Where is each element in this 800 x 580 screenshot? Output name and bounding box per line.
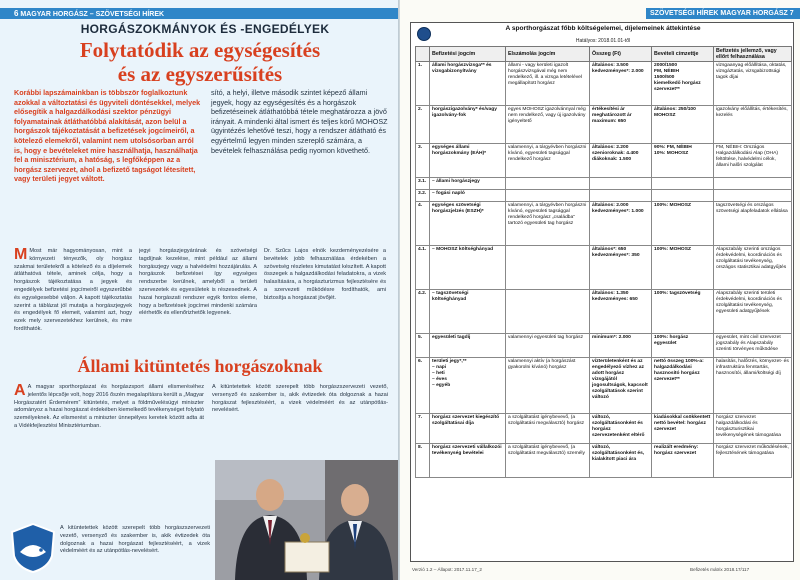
table-cell: FM, NÉBIH: Országos Halgazdálkodási Alap (OHA) feltöltése, halvédelmi célok, állami halőri szolgálat [714,144,792,178]
table-cell: 100%: horgász egyesület [652,334,714,358]
col-header: Elszámolás jogcím [506,47,590,62]
table-row [416,290,792,334]
page-number-right: MAGYAR HORGÁSZ 7 [720,10,794,17]
header-band-right [646,8,800,19]
table-cell: értékesítési ár meghatározott ár maximum: 650 [590,106,652,144]
table-cell: valamennyi, a tárgyévben horgászni kívánó, egyesületi tagsággal rendelkező horgász „családba” tartozó egyesületi tag horgász [506,202,590,246]
table-cell: horgász szervezet kiegészítő szolgáltatásai díja [430,414,506,444]
table-cell [506,290,590,334]
dropcap: M [14,248,28,263]
table-cell: tagszövetségi és országos szövetségi alapfeladatok ellátása [714,202,792,246]
body-col-4: A A magyar sporthorgászat és horgászsport állami elismeréséhez jelentős lépcsője volt, hogy 2016 őszén megalapításra került a „Magyar Horgászatért Érdemérem” kitüntetés, melyet a földművelésügyi miniszter adományoz a hazai horgászat érdekében kiemelkedő tevékenységet folytató személyeknek. Az elismerést a miniszter ünnepélyes keretek között adta át a Vidékfejlesztési Minisztériumban. [14,384,204,429]
headline: Folytatódik az egységesítés és az egyszerűsítés [79,38,321,86]
table-cell [506,246,590,290]
body-col-1: M Most már hagyományosan, mint a környezeti tényezők, oly horgász szakmai területekről a kötelező és a díjelemek átláthatóvá tétele, aminek célja, hogy a horgászok tájékoztatása a jegyek és engedélyek befizetési jogcímeiről egyszerűbbé és egységesebbé váljon. A kapott tájékoztatás szerint a táblázat jól mutatja a horgászjegyek és engedélyek fő elemeit, valamint azt, hogy ezek mely szervezetekhez kerülnek, és mire fordíthatók. [14,248,132,332]
table-cell: 8. [416,444,430,478]
table-cell: 6. [416,358,430,414]
table-cell [714,178,792,190]
table-row [416,334,792,358]
table-cell: 1. [416,62,430,106]
table-cell: kiadásokkal csökkentett nettó bevétel: horgász szervezet [652,414,714,444]
table-cell: vizsgaanyag előállítása, oktatás, vizsgáztatás, vizsgabizottsági tagok díjai [714,62,792,106]
table-cell: valamennyi aktív (a horgászást gyakorolni kívánó) horgász [506,358,590,414]
table-cell: általános: 250/100 MOHOSZ [652,106,714,144]
table-cell: a szolgáltatást igénybevevő, (a szolgáltatást megválasztó) személy [506,444,590,478]
lead-col-1: Korábbi lapszámainkban is többször foglalkoztunk azokkal a változtatási és ügyviteli döntésekkel, melyek elősegítik a halgazdálkodási szektor pénzügyi folyamatainak átláthatóbbá alakítását, azon belül a horgászok tájékoztatását a befizetések jogcímeiről, a kötelező elemekről, valamint nem utolsósorban arról is, hogy e bevételeket mire használhatja, használhatja fel a minisztérium, a hatóság, s legfőképpen az a horgász szervezet, ahol a befizető tagságot létesített, vagy területi jegyet váltott. [14,88,201,184]
header-band [0,8,400,19]
table-cell [590,190,652,202]
photo-image [215,460,400,580]
table-cell: 2. [416,106,430,144]
table-cell: – állami horgászjegy [430,178,506,190]
table-cell: területi jegy*,** – napi – heti – éves – egyéb [430,358,506,414]
table-cell: horgász szervezet halgazdálkodási és horgászturisztikai tevékenységének támogatása [714,414,792,444]
table-cell: változó, szolgáltatásonként és, kialakított piaci ára [590,444,652,478]
running-header: MAGYAR HORGÁSZ – SZÖVETSÉGI HÍREK [20,11,165,18]
table-cell: általános: 2.000 kedvezményes*: 1.000 [590,202,652,246]
footer-right: Befizetés mátrix 2018.17/117 [690,567,750,572]
table-cell: – tagszövetségi költséghányad [430,290,506,334]
table-row [416,444,792,478]
col-header: Befizetés jellemző, vagy ellőrt felhasználása [714,47,792,62]
table-cell: 90%: FM, NÉBIH 10%: MOHOSZ [652,144,714,178]
lead-col-2: sító, a helyi, illetve második szintet képező állami jegyek, hogy az egységesítés és a horgászok befizetéseinek átláthatóbbá tétele meghatározza a jövő irányait. A mindenki által ismert és teljes körű MOHOSZ ügyintézés lehetővé teszi, hogy a rendszer átlátható és egyértelmű legyen minden szereplő számára, a bevételek felhasználása pedig nyomon követhető. [211,88,388,155]
running-header-right: SZÖVETSÉGI HÍREK [650,10,719,17]
table-cell: horgász szervezet működésének, fejlesztésének támogatása [714,444,792,478]
table-date: Hatályos: 2018.01.01-től [575,38,631,44]
table-cell: általános: 1.350 kedvezményes: 650 [590,290,652,334]
table-cell: 100%: tagszövetség [652,290,714,334]
table-cell: 3. [416,144,430,178]
col-header: Bevételi címzettje [652,47,714,62]
col-header: Összeg (Ft) [590,47,652,62]
table-cell: a szolgáltatást igénybevevő, (a szolgáltatási megválasztó) horgász [506,414,590,444]
table-cell: 2000/1500 FM, NÉBIH 1500/500 kiemelkedő horgász szervezet** [652,62,714,106]
table-cell: Alapszabály szerinti országos érdekvédelmi, koordinációs és szolgáltatási tevékenység, országos statisztikai adatgyűjtés [714,246,792,290]
table-cell [652,190,714,202]
table-cell: 3.2. [416,190,430,202]
table-cell: általános*: 650 kedvezményes*: 350 [590,246,652,290]
cost-table-box [410,22,794,562]
kicker: HORGÁSZOKMÁNYOK ÉS -ENGEDÉLYEK [80,22,330,36]
table-header-row [416,47,792,62]
table-cell: egyes MOHOSZ igazolvánnyal még nem rendelkező, vagy új igazolvány igényeltető [506,106,590,144]
footer-left: Verzió 1.2 – Állapot: 2017.11.17_2 [412,567,482,572]
table-cell: 4.2. [416,290,430,334]
table-cell: Alapszabály szerinti területi érdekvédelmi, koordinációs és szolgáltatási tevékenység, egyesületi adatgyűjtések [714,290,792,334]
table-cell: 3.1. [416,178,430,190]
table-cell: horgászigazolvány* és/vagy igazolvány-fok [430,106,506,144]
table-cell: változó, szolgáltatásonként és horgász szervezetenként eltérő [590,414,652,444]
table-row [416,414,792,444]
table-cell [506,190,590,202]
table-cell: – fogási napló [430,190,506,202]
body-col-6: A kitüntetettek között szerepelt több horgászszervezeti vezető, versenyző és szakember is, akik évtizedek óta dolgoznak a hazai horgászat fejlesztéséért, a vizek védelméért és az utánpótlás-nevelésért. [60,525,210,555]
table-cell: minimum*: 2.000 [590,334,652,358]
body-col-2: jegyi horgászjegyárának és szövetségi tagdíjnak kezelése, mint például az állami horgászjegy vagy a halvédelmi hozzájárulás. A horgászok befizetései így egységes rendszerbe kerülnek, amelyből a területi szervezetek és egyesületek is részesednek. A hazai horgászati rendszer egyik fontos eleme, hogy a befizetések jogcímei mindenki számára elérhetők és ellenőrizhetők legyenek. [139,248,257,317]
body-col-5: A kitüntetettek között szerepelt több horgászszervezeti vezető, versenyző és szakember is, akik évtizedek óta dolgoznak a hazai horgászat fejlesztéséért, a vizek védelméért és az utánpótlás-nevelésért. [212,384,388,414]
table-row [416,358,792,414]
table-cell: igazolvány előállítás, értékesítés, kezelés [714,106,792,144]
table-cell: nettó összeg 100%-a: halgazdálkodási hasznosító horgász szervezet** [652,358,714,414]
table-row [416,62,792,106]
page-number: 6 [14,9,19,18]
table-cell: állami - vagy kerületi igazolt horgászvizsgával még nem rendelkező, ill. a vizsga letételével megállapított horgász [506,62,590,106]
federation-logo [8,522,58,574]
table-cell: általános: 3.500 kedvezményes*: 2.000 [590,62,652,106]
col-header: Befizetési jogcím [430,47,506,62]
table-row [416,144,792,178]
table-cell: 5. [416,334,430,358]
table-cell: valamennyi egyesületi tag horgász [506,334,590,358]
table-cell: 100%: MOHOSZ [652,246,714,290]
award-photo [215,460,400,580]
table-row [416,202,792,246]
table-cell: horgász szervezeti vállalkozói tevékenység bevételei [430,444,506,478]
body-col-3: Dr. Szűcs Lajos elnök kezdeményezésére a bevételek jobb felhasználása érdekében a szövetség részletes kimutatást készített. A kapott összegek a halgazdálkodási feladatokra, a vizek halasítására, a horgászturizmus fejlesztésére és a szervezeti működésre fordíthatók, ami biztosítja a horgászat jövőjét. [264,248,386,301]
table-row [416,178,792,190]
table-cell [590,178,652,190]
table-row [416,106,792,144]
table-cell [714,190,792,202]
table-cell: 7. [416,414,430,444]
table-cell: vízterületenként és az engedélyező vízhez az adott horgász vizsgájától jogosultságok, kapcsolt szolgáltatások szerint változó [590,358,652,414]
table-cell [652,178,714,190]
section-heading: Állami kitüntetés horgászoknak [77,356,323,376]
table-cell: egyesületi tagdíj [430,334,506,358]
table-cell: 100%: MOHOSZ [652,202,714,246]
table-row [416,246,792,290]
table-cell [506,178,590,190]
table-title: A sporthorgászat főbb költségelemei, díjelemeinek áttekintése [505,25,701,32]
table-cell: egyesület, mint civil szervezet jogszabály és Alapszabály szerinti törvényes működése [714,334,792,358]
table-cell: – MOHOSZ költséghányad [430,246,506,290]
table-cell: állami horgászvizsga** és vizsgabizonyítvány [430,62,506,106]
table-row [416,190,792,202]
table-cell: 4. [416,202,430,246]
table-cell: egységes szövetségi horgászjelzés (ESZH)* [430,202,506,246]
table-cell: valamennyi, a tárgyévben horgászni kívánó, egyesületi tagsággal rendelkező horgász [506,144,590,178]
cost-table [415,46,792,478]
table-cell: 4.1. [416,246,430,290]
table-cell: realizált eredmény: horgász szervezet [652,444,714,478]
table-cell: általános: 2.200 szenioroknak: 4.400 diákoknak: 1.500 [590,144,652,178]
table-cell: egységes állami horgászokmány (EÁH)* [430,144,506,178]
table-cell: halasítás, halőrzés, környezet- és infrastruktúra fenntartás, hasznosítói, állami/költségi díj [714,358,792,414]
